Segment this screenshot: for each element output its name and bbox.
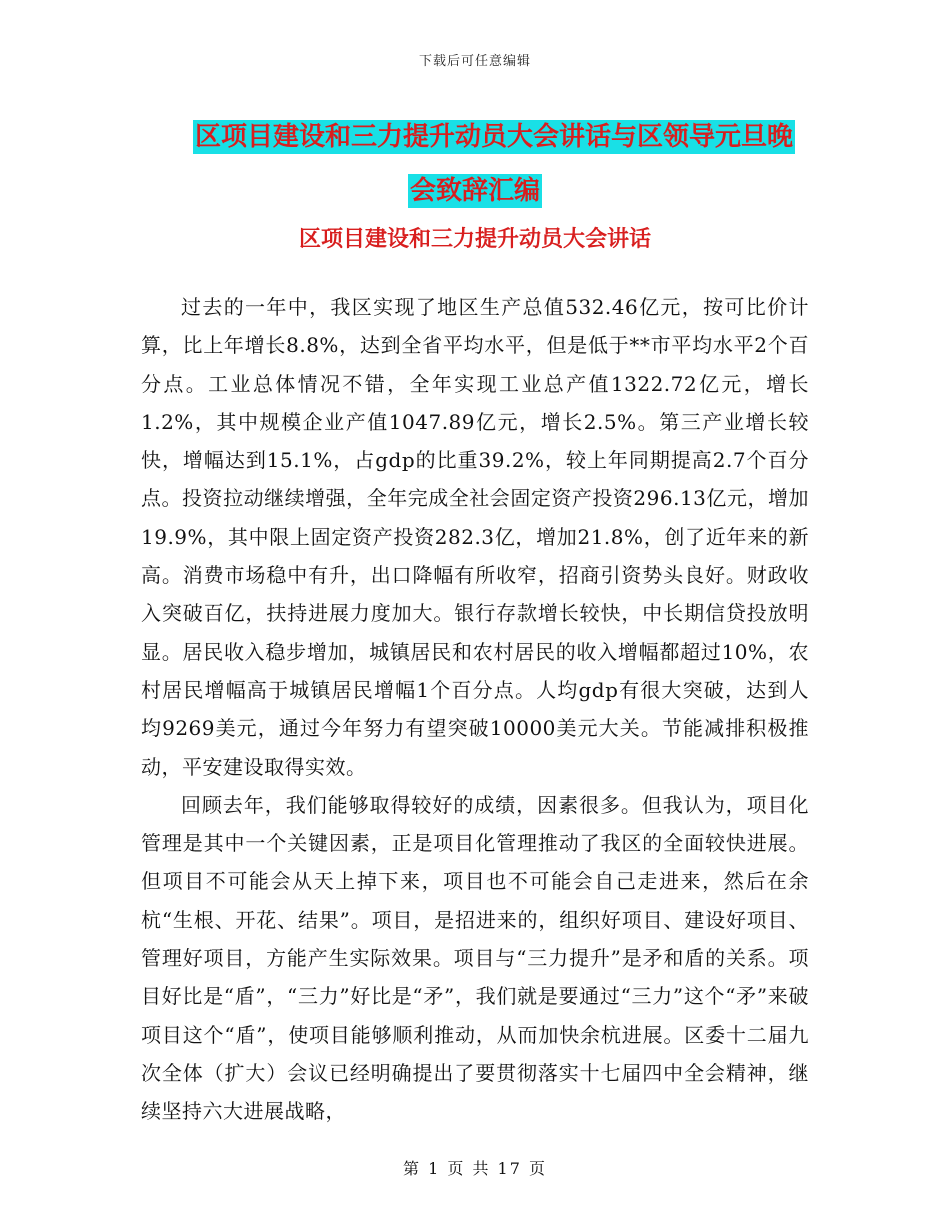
body-paragraph-2: 回顾去年，我们能够取得较好的成绩，因素很多。但我认为，项目化管理是其中一个关键因素，正是项目化管理推动了我区的全面较快进展。但项目不可能会从天上掉下来，项目也不可能会自己走进来，然后在余杭“生根、开花、结果”。项目，是招进来的，组织好项目、建设好项目、管理好项目，方能产生实际效果。项目与“三力提升”是矛和盾的关系。项目好比是“盾”，“三力”好比是“矛”，我们就是要通过“三力”这个“矛”来破项目这个“盾”，使项目能够顺利推动，从而加快余杭进展。区委十二届九次全体（扩大）会议已经明确提出了要贯彻落实十七届四中全会精神，继续坚持六大进展战略， bbox=[141, 792, 809, 1124]
document-title-line-2: 会致辞汇编 bbox=[409, 176, 540, 206]
body-paragraph-1: 过去的一年中，我区实现了地区生产总值532.46亿元，按可比价计算，比上年增长8.8%，达到全省平均水平，但是低于**市平均水平2个百分点。工业总体情况不错，全年实现工业总产值1322.72亿元，增长1.2%，其中规模企业产值1047.89亿元，增长2.5%。第三产业增长较快，增幅达到15.1%，占gdp的比重39.2%，较上年同期提高2.7个百分点。投资拉动继续增强，全年完成全社会固定资产投资296.13亿元，增加19.9%，其中限上固定资产投资282.3亿，增加21.8%，创了近年来的新高。消费市场稳中有升，出口降幅有所收窄，招商引资势头良好。财政收入突破百亿，扶持进展力度加大。银行存款增长较快，中长期信贷投放明显。居民收入稳步增加，城镇居民和农村居民的收入增幅都超过10%，农村居民增幅高于城镇居民增幅1个百分点。人均gdp有很大突破，达到人均9269美元，通过今年努力有望突破10000美元大关。节能减排积极推动，平安建设取得实效。 bbox=[141, 295, 809, 779]
section-title: 区项目建设和三力提升动员大会讲话 bbox=[298, 227, 651, 252]
document-body bbox=[141, 288, 809, 1131]
document-title-line-1: 区项目建设和三力提升动员大会讲话与区领导元旦晚 bbox=[194, 122, 793, 152]
page-header-note: 下载后可任意编辑 bbox=[418, 54, 531, 69]
document-title bbox=[0, 110, 950, 218]
page-number: 第 1 页 共 17 页 bbox=[403, 1159, 547, 1178]
